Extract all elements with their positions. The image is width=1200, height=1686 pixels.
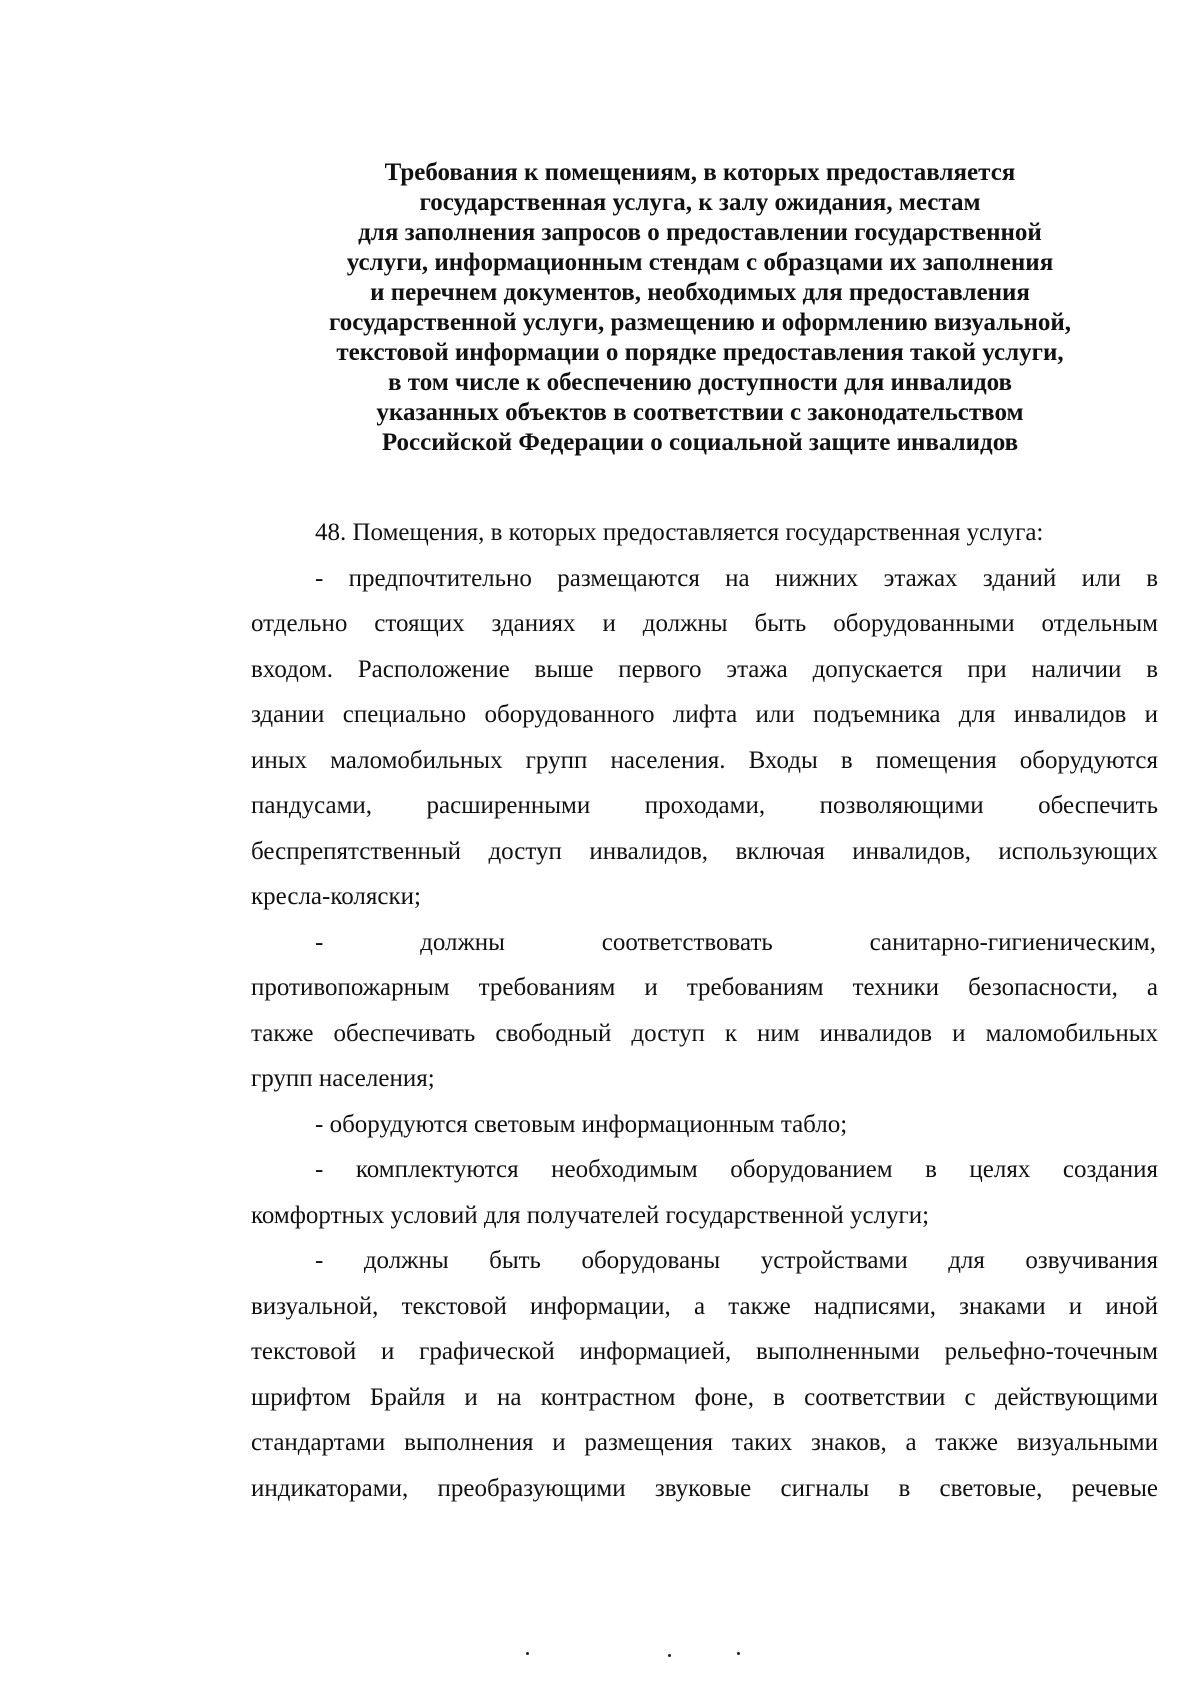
heading-line: в том числе к обеспечению доступности для инвалидов [388, 369, 1012, 396]
text-line: визуальной, текстовой информации, а также надписями, знаками и иной [251, 1292, 1158, 1320]
word: соответствовать [601, 928, 773, 956]
text-line: кресла-коляски; [251, 883, 421, 910]
list-item-placement [251, 556, 1158, 920]
dash-marker: - [315, 928, 324, 956]
text-line: - должны быть оборудованы устройствами для озвучивания [315, 1247, 1158, 1274]
text-line: пандусами, расширенными проходами, позволяющими обеспечить [251, 792, 1158, 819]
text-line: - предпочтительно размещаются на нижних этажах зданий или в [315, 564, 1158, 592]
list-item-display-board [251, 1102, 1158, 1148]
heading-line: для заполнения запросов о предоставлении государственной [358, 219, 1042, 246]
text-line: - оборудуются световым информационным табло; [315, 1110, 848, 1138]
text-line: индикаторами, преобразующими звуковые сигналы в световые, речевые [251, 1474, 1158, 1502]
text-line [251, 920, 1158, 966]
scan-artifacts [0, 1652, 1200, 1662]
text-line: входом. Расположение выше первого этажа допускается при наличии в [251, 655, 1158, 683]
text-line: текстовой и графической информацией, выполненными рельефно-точечным [251, 1338, 1158, 1365]
text-line: стандартами выполнения и размещения таких знаков, а также визуальными [251, 1429, 1158, 1456]
scan-dot [737, 1652, 740, 1655]
text-line: групп населения; [251, 1065, 435, 1092]
text-line: шрифтом Брайля и на контрастном фоне, в соответствии с действующими [251, 1383, 1158, 1411]
word: должны [420, 928, 505, 956]
heading-line: Российской Федерации о социальной защите инвалидов [381, 429, 1019, 456]
text-line: также обеспечивать свободный доступ к ним инвалидов и маломобильных [251, 1019, 1158, 1047]
heading-line: государственной услуги, размещению и оформлению визуальной, [328, 309, 1072, 336]
section-heading [250, 158, 1150, 458]
word: санитарно-гигиеническим, [869, 928, 1156, 956]
heading-line: Требования к помещениям, в которых предоставляется [384, 159, 1016, 186]
heading-line: указанных объектов в соответствии с законодательством [376, 399, 1024, 426]
heading-line: текстовой информации о порядке предоставления такой услуги, [336, 339, 1064, 366]
text-line: противопожарным требованиям и требованиям техники безопасности, а [251, 974, 1158, 1001]
clause-48 [251, 510, 1158, 1511]
text-line: здании специально оборудованного лифта или подъемника для инвалидов и [251, 701, 1158, 728]
scan-dot [668, 1654, 671, 1657]
clause-intro: 48. Помещения, в которых предоставляется государственная услуга: [315, 519, 1044, 546]
list-item-requirements [251, 920, 1158, 1102]
list-item-accessibility-devices [251, 1238, 1158, 1511]
scan-dot [526, 1652, 529, 1655]
text-line: - комплектуются необходимым оборудованием в целях создания [315, 1156, 1158, 1183]
heading-line: и перечнем документов, необходимых для предоставления [370, 279, 1030, 306]
text-line: отдельно стоящих зданиях и должны быть оборудованными отдельным [251, 610, 1158, 637]
heading-line: государственная услуга, к залу ожидания, местам [419, 189, 981, 216]
text-line: иных маломобильных групп населения. Входы в помещения оборудуются [251, 746, 1158, 774]
text-line: беспрепятственный доступ инвалидов, включая инвалидов, использующих [251, 837, 1158, 865]
text-line: комфортных условий для получателей государственной услуги; [251, 1201, 930, 1229]
list-item-equipment [251, 1147, 1158, 1238]
heading-line: услуги, информационным стендам с образцами их заполнения [346, 249, 1054, 276]
